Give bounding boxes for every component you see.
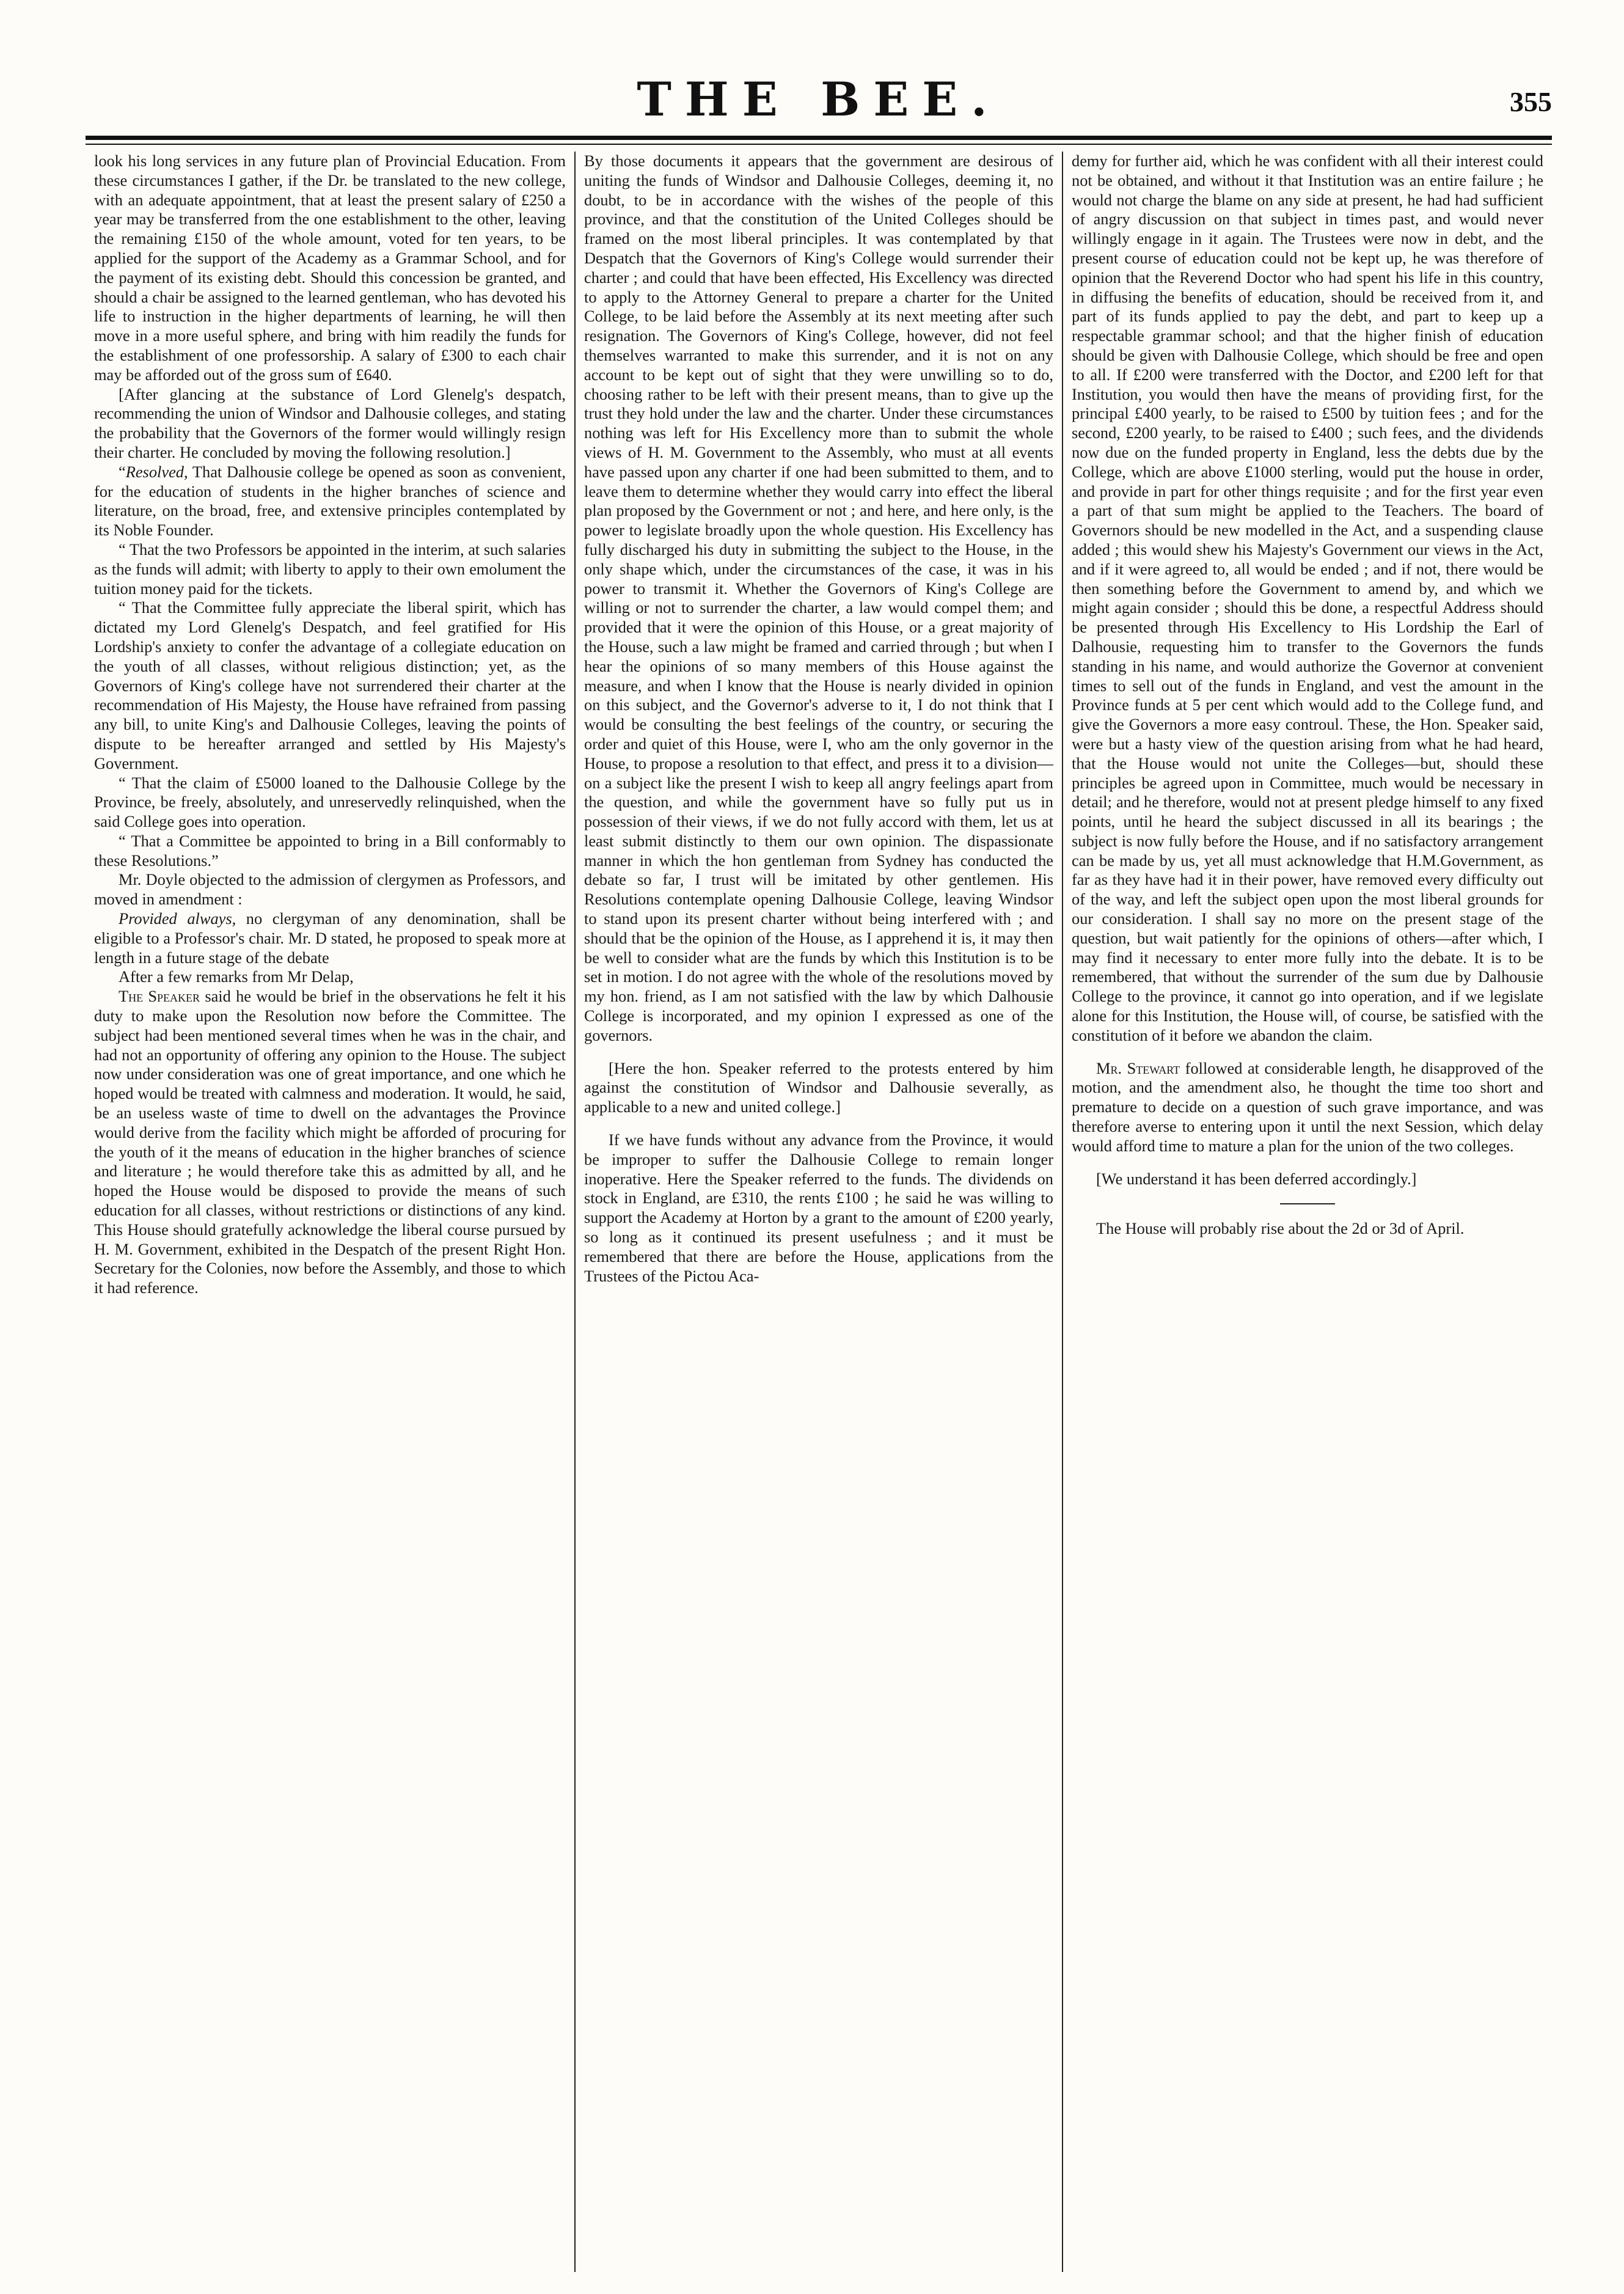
paragraph <box>94 870 566 909</box>
paragraph <box>94 385 566 463</box>
paragraph <box>584 152 1053 1046</box>
paragraph-text: Mr. Doyle objected to the admission of clergymen as Professors, and moved in amendment : <box>94 870 566 909</box>
paragraph-text: The House will probably rise about the 2d or 3d of April. <box>1096 1219 1465 1238</box>
italic-lead: Provided always, <box>119 909 236 928</box>
paragraph <box>94 909 566 967</box>
paragraph-text: said he would be brief in the observations he felt it his duty to make upon the Resolution now before the Committee. The subject had been mentioned several times when he was in the chair, and had not an opportunity of offering any opinion to the House. The subject now under consideration was one of great importance, and one which he hoped would be treated with calmness and moderation. It would, he said, be an useless waste of time to dwell on the advantages the Province would derive from the facility which might be afforded of procuring for the youth of it the means of education in the higher branches of science and literature ; he would therefore take this as admitted by all, and he hoped the House would be disposed to provide the means of such education for all classes, without restrictions or distinctions of any kind. This House should gratefully acknowledge the liberal course pursued by H. M. Government, exhibited in the Despatch of the present Right Hon. Secretary for the Colonies, now before the Assembly, and those to which it had reference. <box>94 987 566 1297</box>
paragraph <box>94 540 566 598</box>
paragraph-text: “ That the two Professors be appointed in the interim, at such salaries as the funds will admit; with liberty to apply to their own emolument the tuition money paid for the tickets. <box>94 540 566 598</box>
paragraph <box>1072 152 1543 1046</box>
header-rule-thin <box>86 144 1552 145</box>
paragraph-text: “ That the Committee fully appreciate the liberal spirit, which has dictated my Lord Glenelg's Despatch, and feel gratified for His Lordship's anxiety to confer the advantage of a collegiate education on the youth of all classes, without religious distinction; yet, as the Governors of King's college have not surrendered their charter at the recommendation of His Majesty, the House have refrained from passing any bill, to unite King's and Dalhousie Colleges, leaving the points of dispute to be hereafter arranged and settled by His Majesty's Government. <box>94 598 566 772</box>
article-columns <box>86 152 1552 2272</box>
paragraph <box>94 152 566 385</box>
paragraph-text: [We understand it has been deferred accordingly.] <box>1096 1169 1417 1188</box>
paragraph-text: no clergyman of any denomination, shall be eligible to a Professor's chair. Mr. D stated, he proposed to speak more at length in a future stage of the debate <box>94 909 566 967</box>
paragraph <box>94 774 566 832</box>
newspaper-title: THE BEE. <box>637 72 1001 126</box>
paragraph-text: If we have funds without any advance from the Province, it would be improper to suffer the Dalhousie College to remain longer inoperative. Here the Speaker referred to the funds. The dividends on stock in England, are £310, the rents £100 ; he said he was willing to support the Academy at Horton by a grant to the amount of £200 yearly, so long as it continued its present usefulness ; and it must be remembered that there are before the House, applications from the Trustees of the Pictou Aca- <box>584 1131 1053 1285</box>
paragraph-text: That Dalhousie college be opened as soon as convenient, for the education of students in the higher branches of science and literature, on the broad, free, and extensive principles contemplated by its Noble Founder. <box>94 462 566 540</box>
paragraph-text: After a few remarks from Mr Delap, <box>119 967 354 986</box>
speaker-name: Mr. Stewart <box>1096 1058 1180 1077</box>
column-middle <box>574 152 1063 2272</box>
masthead <box>86 72 1552 139</box>
quote-mark: “ <box>119 462 126 481</box>
paragraph <box>1072 1059 1543 1156</box>
paragraph-text: [After glancing at the substance of Lord Glenelg's despatch, recommending the union of Windsor and Dalhousie colleges, and stating the probability that the Governors of the former would willingly resign their charter. He concluded by moving the following resolution.] <box>94 384 566 461</box>
section-divider <box>1280 1203 1335 1204</box>
paragraph-text: “ That the claim of £5000 loaned to the Dalhousie College by the Province, be freely, absolutely, and unreservedly relinquished, when the said College goes into operation. <box>94 773 566 831</box>
paragraph <box>94 463 566 540</box>
paragraph <box>94 832 566 871</box>
paragraph-text: followed at considerable length, he disapproved of the motion, and the amendment also, he thought the time too short and premature to decide on a question of such grave importance, and was therefore averse to entering upon it until the next Session, which delay would afford time to mature a plan for the union of the two colleges. <box>1072 1058 1544 1155</box>
paragraph <box>584 1131 1053 1286</box>
italic-lead: Resolved, <box>125 462 188 481</box>
paragraph <box>94 967 566 987</box>
paragraph <box>1072 1219 1543 1239</box>
paragraph <box>94 598 566 773</box>
header-rule-thick <box>86 136 1552 140</box>
paragraph-text: look his long services in any future plan of Provincial Education. From these circumstances I gather, if the Dr. be translated to the new college, with an adequate appointment, that at least the present salary of £250 a year may be transferred from the one establishment to the other, leaving the remaining £150 of the whole amount, voted for ten years, to be applied for the support of the Academy as a Grammar School, and for the payment of its existing debt. Should this concession be granted, and should a chair be assigned to the learned gentleman, who has devoted his life to instruction in the higher departments of learning, he will then move in a more useful sphere, and bring with him readily the funds for the establishment of one professorship. A salary of £300 to each chair may be afforded out of the gross sum of £640. <box>94 152 566 384</box>
paragraph-text: demy for further aid, which he was confident with all their interest could not be obtained, and without it that Institution was an entire failure ; he would not charge the blame on any side at present, he had had sufficient of angry discussion on that subject in times past, and would never willingly engage in it again. The Trustees were now in debt, and the present course of education could not be kept up, he was therefore of opinion that the Reverend Doctor who had spent his life in this country, in diffusing the benefits of education, should be received from it, and part of its funds applied to pay the debt, and part to keep up a respectable grammar school; and that the higher finish of education should be given with Dalhousie College, which should be free and open to all. If £200 were transferred with the Doctor, and £200 left for that Institution, you would then have the means of providing first, for the principal £400 yearly, to be raised to £500 by tuition fees ; and for the second, £200 yearly, to be raised to £400 ; such fees, and the dividends now due on the funded property in England, less the debts due by the College, which are above £1000 sterling, would put the house in order, and provide in part for other things requisite ; and for the first year even a part of that sum might be applied to the Teachers. The board of Governors should be new modelled in the Act, and a suspending clause added ; this would shew his Majesty's Government our views in the Act, and if it were agreed to, all would be ended ; and if not, there would be then something before the Government to amend by, and which we might again consider ; should this be done, a respectful Address should be presented through His Excellency to His Lordship the Earl of Dalhousie, requesting him to transfer to the Governors the funds standing in his name, and would authorize the Governor at convenient times to sell out of the funds in England, and vest the amount in the Province funds at 5 per cent which would add to the College fund, and give the Governors a more easy controul. These, the Hon. Speaker said, were but a hasty view of the question arising from what he had heard, that the House would not unite the Colleges—but, should these principles be agreed upon in Committee, much would be necessary in detail; and he therefore, would not at present pledge himself to any fixed points, until he heard the subject discussed in all its bearings ; the subject is now fully before the House, and if no satisfactory arrangement can be made by us, yet all must acknowledge that H.M.Government, as far as they have had it in their power, have removed every difficulty out of the way, and left the subject open upon the most liberal grounds for our consideration. I shall say no more on the present stage of the question, but wait patiently for the opinions of others—after which, I may find it necessary to enter more fully into the debate. It is to be remembered, that without the surrender of the sum due by Dalhousie College to the province, it cannot go into operation, and if we legislate alone for this Institution, the House will, of course, be satisfied with the constitution of it before we abandon the claim. <box>1072 152 1543 1044</box>
column-right <box>1063 152 1552 2272</box>
paragraph-text: [Here the hon. Speaker referred to the protests entered by him against the constitution of Windsor and Dalhousie severally, as applicable to a new and united college.] <box>584 1058 1053 1116</box>
paragraph-text: “ That a Committee be appointed to bring in a Bill conformably to these Resolutions.” <box>94 831 566 870</box>
speaker-name: The Speaker <box>119 987 200 1006</box>
paragraph <box>1072 1170 1543 1189</box>
paragraph <box>94 987 566 1298</box>
column-left <box>86 152 574 2272</box>
paragraph <box>584 1059 1053 1117</box>
page-number: 355 <box>1510 86 1552 117</box>
paragraph-text: By those documents it appears that the government are desirous of uniting the funds of Windsor and Dalhousie Colleges, deeming it, no doubt, to be in accordance with the wishes of the people of this province, and that the constitution of the United Colleges should be framed on the most liberal principles. It was contemplated by that Despatch that the Governors of King's College would surrender their charter ; and could that have been effected, His Excellency was directed to apply to the Attorney General to prepare a charter for the United College, to be laid before the Assembly at its next meeting after such resignation. The Governors of King's College, however, did not feel themselves warranted to make this surrender, and it is not on any account to be kept out of sight that they were unwilling so to do, choosing rather to be left with their present means, than to give up the trust they hold under the law and the charter. Under these circumstances nothing was left for His Excellency more than to submit the whole views of H. M. Government to the Assembly, who must at all events have passed upon any charter if one had been submitted to them, and to leave them to determine whether they would carry into effect the liberal plan proposed by the Government or not ; and here, and here only, is the power to legislate broadly upon the whole question. His Excellency has fully discharged his duty in submitting the subject to the House, in the only shape which, under the circumstances of the case, it was in his power to transmit it. Whether the Governors of King's College are willing or not to surrender the charter, a law would compel them; and provided that it were the opinion of this House, or a great majority of the House, such a law might be framed and carried through ; but when I hear the opinions of so many members of this House against the measure, and when I know that the House is nearly divided in opinion on this subject, and the Governor's adverse to it, I do not think that I would be consulting the best feelings of the country, or securing the order and quiet of this House, were I, who am the only governor in the House, to propose a resolution to that effect, and press it to a division—on a subject like the present I wish to keep all angry feelings apart from the question, and while the government have so fully put us in possession of their views, if we do not fully accord with them, let us at least submit distinctly to them our own opinion. The dispassionate manner in which the hon gentleman from Sydney has conducted the debate so far, I trust will be imitated by other gentlemen. His Resolutions contemplate opening Dalhousie College, leaving Windsor to stand upon its present charter without being interfered with ; and should that be the opinion of the House, as I apprehend it is, it may then be well to consider what are the funds by which this Institution is to be set in motion. I do not agree with the whole of the resolutions moved by my hon. friend, as I am not satisfied with the law by which Dalhousie College is incorporated, and my opinion I expressed as one of the governors. <box>584 152 1053 1044</box>
